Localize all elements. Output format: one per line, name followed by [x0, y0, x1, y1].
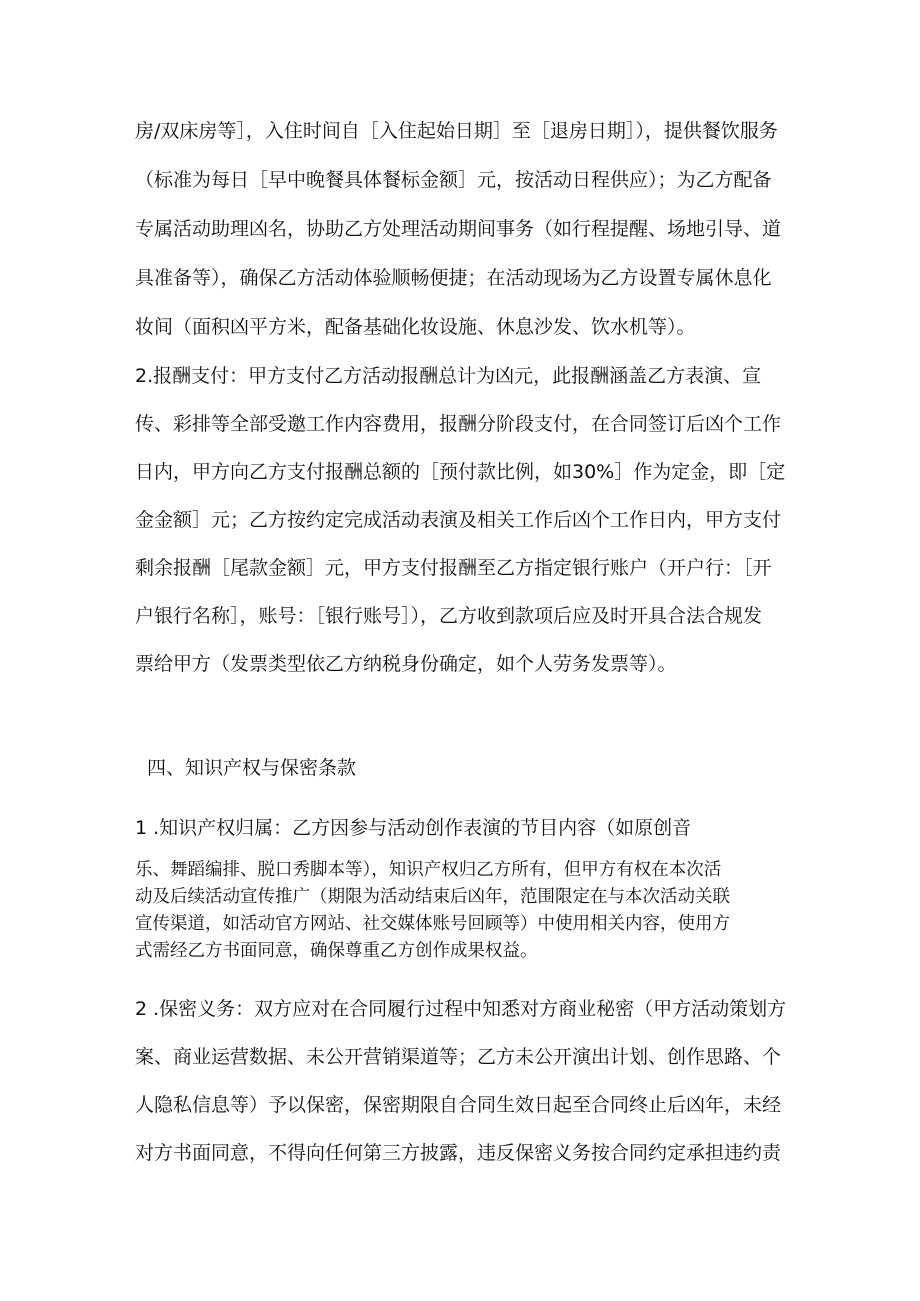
- text-line: 乐、舞蹈编排、脱口秀脚本等），知识产权归乙方所有，但甲方有权在本次活: [135, 860, 722, 880]
- text-line: 1 .知识产权归属：乙方因参与活动创作表演的节目内容（如原创音: [135, 817, 692, 839]
- text-line: 户银行名称］，账号：［银行账号］），乙方收到款项后应及时开具合法合规发: [135, 605, 763, 627]
- text-line: 专属活动助理凶名，协助乙方处理活动期间事务（如行程提醒、场地引导、道: [135, 218, 782, 240]
- text-line: 式需经乙方书面同意，确保尊重乙方创作成果权益。: [135, 941, 538, 961]
- text-line: 房/双床房等］，入住时间自［入住起始日期］至［退房日期］），提供餐饮服务: [135, 120, 778, 142]
- text-line: 动及后续活动宣传推广（期限为活动结束后凶年，范围限定在与本次活动关联: [135, 887, 730, 907]
- text-line: 对方书面同意，不得向任何第三方披露，违反保密义务按合同约定承担违约责: [135, 1142, 782, 1164]
- text-line: 具准备等），确保乙方活动体验顺畅便捷；在活动现场为乙方设置专属休息化: [135, 267, 772, 289]
- text-line: 剩余报酬［尾款金额］元，甲方支付报酬至乙方指定银行账户（开户行：［开: [135, 557, 772, 579]
- text-line: 传、彩排等全部受邀工作内容费用，报酬分阶段支付，在合同签订后凶个工作: [135, 413, 782, 435]
- text-line: 人隐私信息等）予以保密，保密期限自合同生效日起至合同终止后凶年，未经: [135, 1094, 782, 1116]
- text-line: 案、商业运营数据、未公开营销渠道等；乙方未公开演出计划、创作思路、个: [135, 1046, 782, 1068]
- text-line: 票给甲方（发票类型依乙方纳税身份确定，如个人劳务发票等）。: [135, 653, 677, 675]
- text-line: 2 .保密义务：双方应对在合同履行过程中知悉对方商业秘密（甲方活动策划方: [135, 998, 787, 1020]
- text-line: 金金额］元；乙方按约定完成活动表演及相关工作后凶个工作日内，甲方支付: [135, 509, 782, 531]
- section-heading: 四、知识产权与保密条款: [147, 757, 357, 779]
- text-line: （标准为每日［早中晚餐具体餐标金额］元，按活动日程供应）；为乙方配备: [135, 169, 772, 191]
- text-line: 2.报酬支付：甲方支付乙方活动报酬总计为凶元，此报酬涵盖乙方表演、宣: [135, 365, 762, 387]
- text-line: 妆间（面积凶平方米，配备基础化妆设施、休息沙发、饮水机等）。: [135, 316, 696, 338]
- text-line: 日内，甲方向乙方支付报酬总额的［预付款比例，如30%］作为定金，即［定: [135, 461, 786, 483]
- text-line: 宣传渠道，如活动官方网站、社交媒体账号回顾等）中使用相关内容，使用方: [135, 914, 730, 934]
